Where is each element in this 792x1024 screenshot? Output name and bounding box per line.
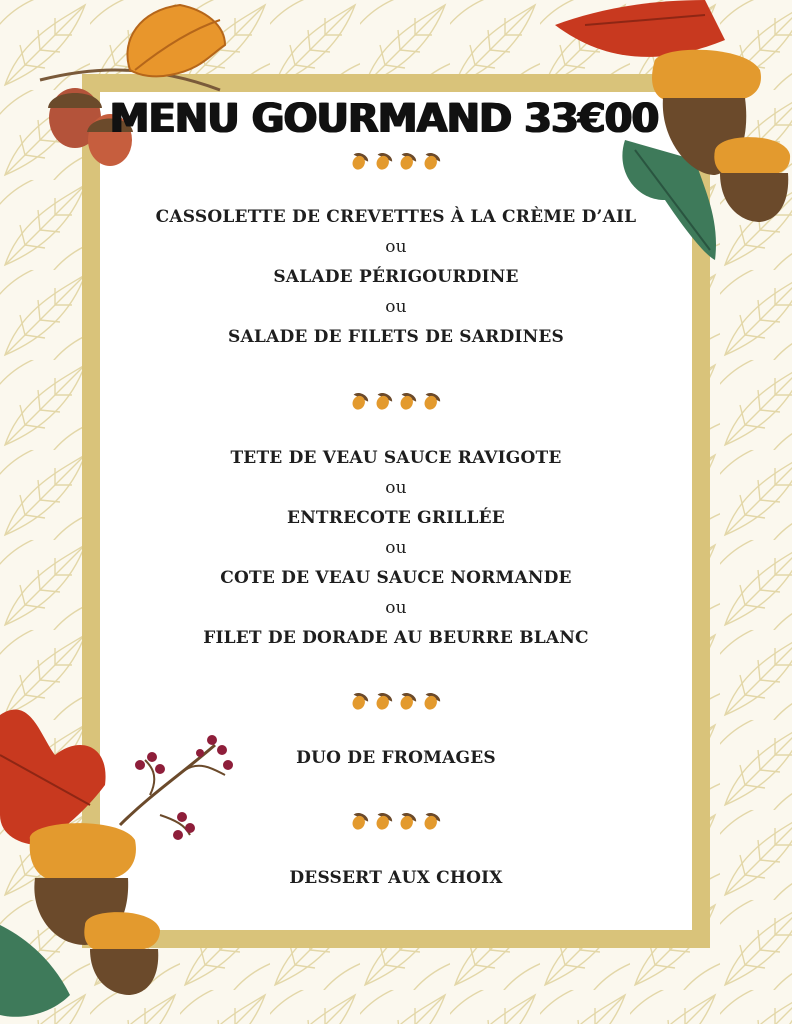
or-text: ou bbox=[385, 297, 407, 317]
dessert-item: DESSERT AUX CHOIX bbox=[289, 868, 503, 888]
cheese-item: DUO DE FROMAGES bbox=[296, 748, 496, 768]
bottom-left-acorn-decoration bbox=[0, 695, 250, 1024]
entree-item: SALADE DE FILETS DE SARDINES bbox=[228, 327, 564, 347]
acorn-separator-icon bbox=[346, 388, 446, 410]
or-text: ou bbox=[385, 538, 407, 558]
or-text: ou bbox=[385, 478, 407, 498]
main-course-item: ENTRECOTE GRILLÉE bbox=[287, 508, 505, 528]
entree-item: SALADE PÉRIGOURDINE bbox=[273, 267, 519, 287]
main-course-item: FILET DE DORADE AU BEURRE BLANC bbox=[203, 628, 589, 648]
or-text: ou bbox=[385, 598, 407, 618]
menu-title: MENU GOURMAND 33€00 bbox=[109, 96, 659, 142]
main-course-item: TETE DE VEAU SAUCE RAVIGOTE bbox=[230, 448, 562, 468]
main-course-item: COTE DE VEAU SAUCE NORMANDE bbox=[220, 568, 572, 588]
acorn-separator-icon bbox=[346, 148, 446, 170]
entree-item: CASSOLETTE DE CREVETTES À LA CRÈME D’AIL bbox=[155, 207, 637, 227]
acorn-separator-icon bbox=[346, 808, 446, 830]
or-text: ou bbox=[385, 237, 407, 257]
acorn-separator-icon bbox=[346, 688, 446, 710]
top-left-acorn-decoration bbox=[30, 0, 240, 180]
